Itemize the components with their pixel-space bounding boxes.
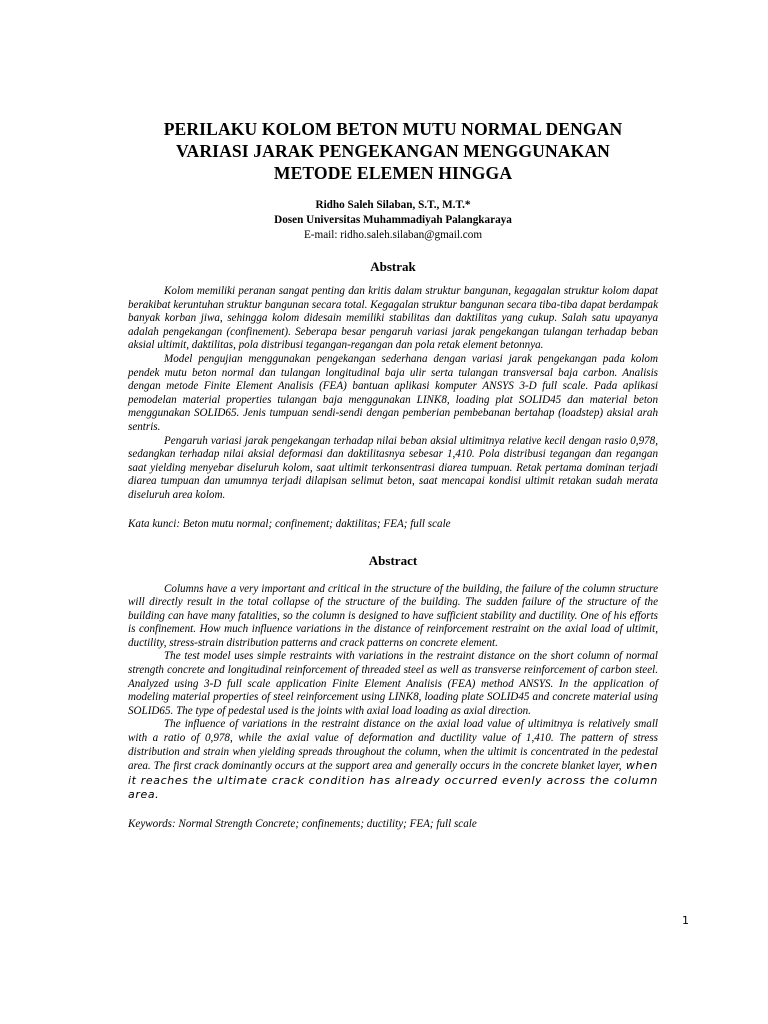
title-line: VARIASI JARAK PENGEKANGAN MENGGUNAKAN bbox=[176, 141, 610, 161]
abstrak-body bbox=[128, 285, 658, 503]
abstrak-paragraph: Kolom memiliki peranan sangat penting dan kritis dalam struktur bangunan, kegagalan struktur kolom dapat berakibat keruntuhan struktur bangunan secara total. Kegagalan struktur bangunan secara tiba-tiba dapat berdampak banyak korban jiwa, sehingga kolom didesain memiliki stabilitas dan daktilitas yang cukup. Salah satu upayanya adalah pengekangan (confinement). Seberapa besar pengaruh variasi jarak pengekangan tulangan terhadap beban aksial ultimit, daktilitas, pola distribusi tegangan-regangan dan pola retak element betonnya. bbox=[128, 285, 658, 352]
page-number: 1 bbox=[682, 914, 689, 927]
title-line: METODE ELEMEN HINGGA bbox=[273, 163, 513, 183]
paper-title bbox=[128, 118, 658, 184]
abstrak-paragraph: Model pengujian menggunakan pengekangan sederhana dengan variasi jarak pengekangan pada kolom pendek mutu beton normal dan tulangan longitudinal baja ulir serta tulangan transversal baja carbon. Analisis dengan metode Finite Element Analisis (FEA) bantuan aplikasi komputer ANSYS 3-D full scale. Pada aplikasi pemodelan material properties tulangan baja menggunakan LINK8, loading plat SOLID45 dan material beton menggunakan SOLID65. Jenis tumpuan sendi-sendi dengan pemberian pembebanan bertahap (loadstep) aksial arah sentris. bbox=[128, 352, 658, 433]
abstract-body bbox=[128, 583, 658, 804]
author-block bbox=[128, 198, 658, 243]
author-name: Ridho Saleh Silaban, S.T., M.T.* bbox=[315, 199, 471, 211]
abstract-paragraph: The test model uses simple restraints with variations in the restraint distance on the short column of normal strength concrete and longitudinal reinforcement of threaded steel as well as transverse reinforcement of carbon steel. Analyzed using 3-D full scale application Finite Element Analisis (FEA) method ANSYS. In the application of modeling material properties of steel reinforcement using LINK8, loading plate SOLID45 and concrete material using SOLID65. The type of pedestal used is the joints with axial load loading as axial direction. bbox=[128, 650, 658, 717]
title-line: PERILAKU KOLOM BETON MUTU NORMAL DENGAN bbox=[163, 119, 623, 139]
abstract-paragraph: Columns have a very important and critical in the structure of the building, the failure of the column structure will directly result in the total collapse of the structure of the building. The sudden failure of the structure of the building can have many fatalities, so the column is designed to have sufficient stability and ductility. One of his efforts is confinement. How much influence variations in the distance of reinforcement restraint on the axial load of ultimit, ductility, stress-strain distribution patterns and crack patterns on concrete element. bbox=[128, 582, 658, 649]
abstract-heading: Abstract bbox=[368, 552, 418, 568]
author-email: E-mail: ridho.saleh.silaban@gmail.com bbox=[303, 229, 483, 241]
abstract-paragraph bbox=[128, 718, 658, 803]
abstract-paragraph-serif-part: The influence of variations in the restraint distance on the axial load value of ultimitnya is relatively small with a ratio of 0,978, while the axial value of deformation and ductility value of 1,410. The pattern of stress distribution and strain when yielding spreads throughout the column, when the ultimit is concentrated in the pedestal area. The first crack dominantly occurs at the support area and generally occurs in the concrete blanket layer, bbox=[128, 718, 658, 773]
abstrak-heading: Abstrak bbox=[370, 259, 416, 274]
author-affiliation: Dosen Universitas Muhammadiyah Palangkaraya bbox=[274, 214, 512, 226]
abstrak-keywords: Kata kunci: Beton mutu normal; confinement; daktilitas; FEA; full scale bbox=[128, 517, 451, 530]
abstract-keywords: Keywords: Normal Strength Concrete; confinements; ductility; FEA; full scale bbox=[128, 818, 477, 830]
abstrak-paragraph: Pengaruh variasi jarak pengekangan terhadap nilai beban aksial ultimitnya relative kecil dengan rasio 0,978, sedangkan terhadap nilai aksial deformasi dan daktilitasnya sebesar 1,410. Pola distribusi tegangan dan regangan saat yielding menyebar diseluruh kolom, saat ultimit terkonsentrasi diarea tumpuan. Retak pertama dominan terjadi diarea tumpuan dan umumnya terjadi dilapisan selimut beton, saat mencapai kondisi ultimit retakan sudah merata diseluruh area kolom. bbox=[128, 434, 658, 501]
paper-page bbox=[128, 118, 658, 831]
abstract-paragraph-sans-part: when it reaches the ultimate crack condition has already occurred evenly across the column area. bbox=[128, 759, 658, 802]
